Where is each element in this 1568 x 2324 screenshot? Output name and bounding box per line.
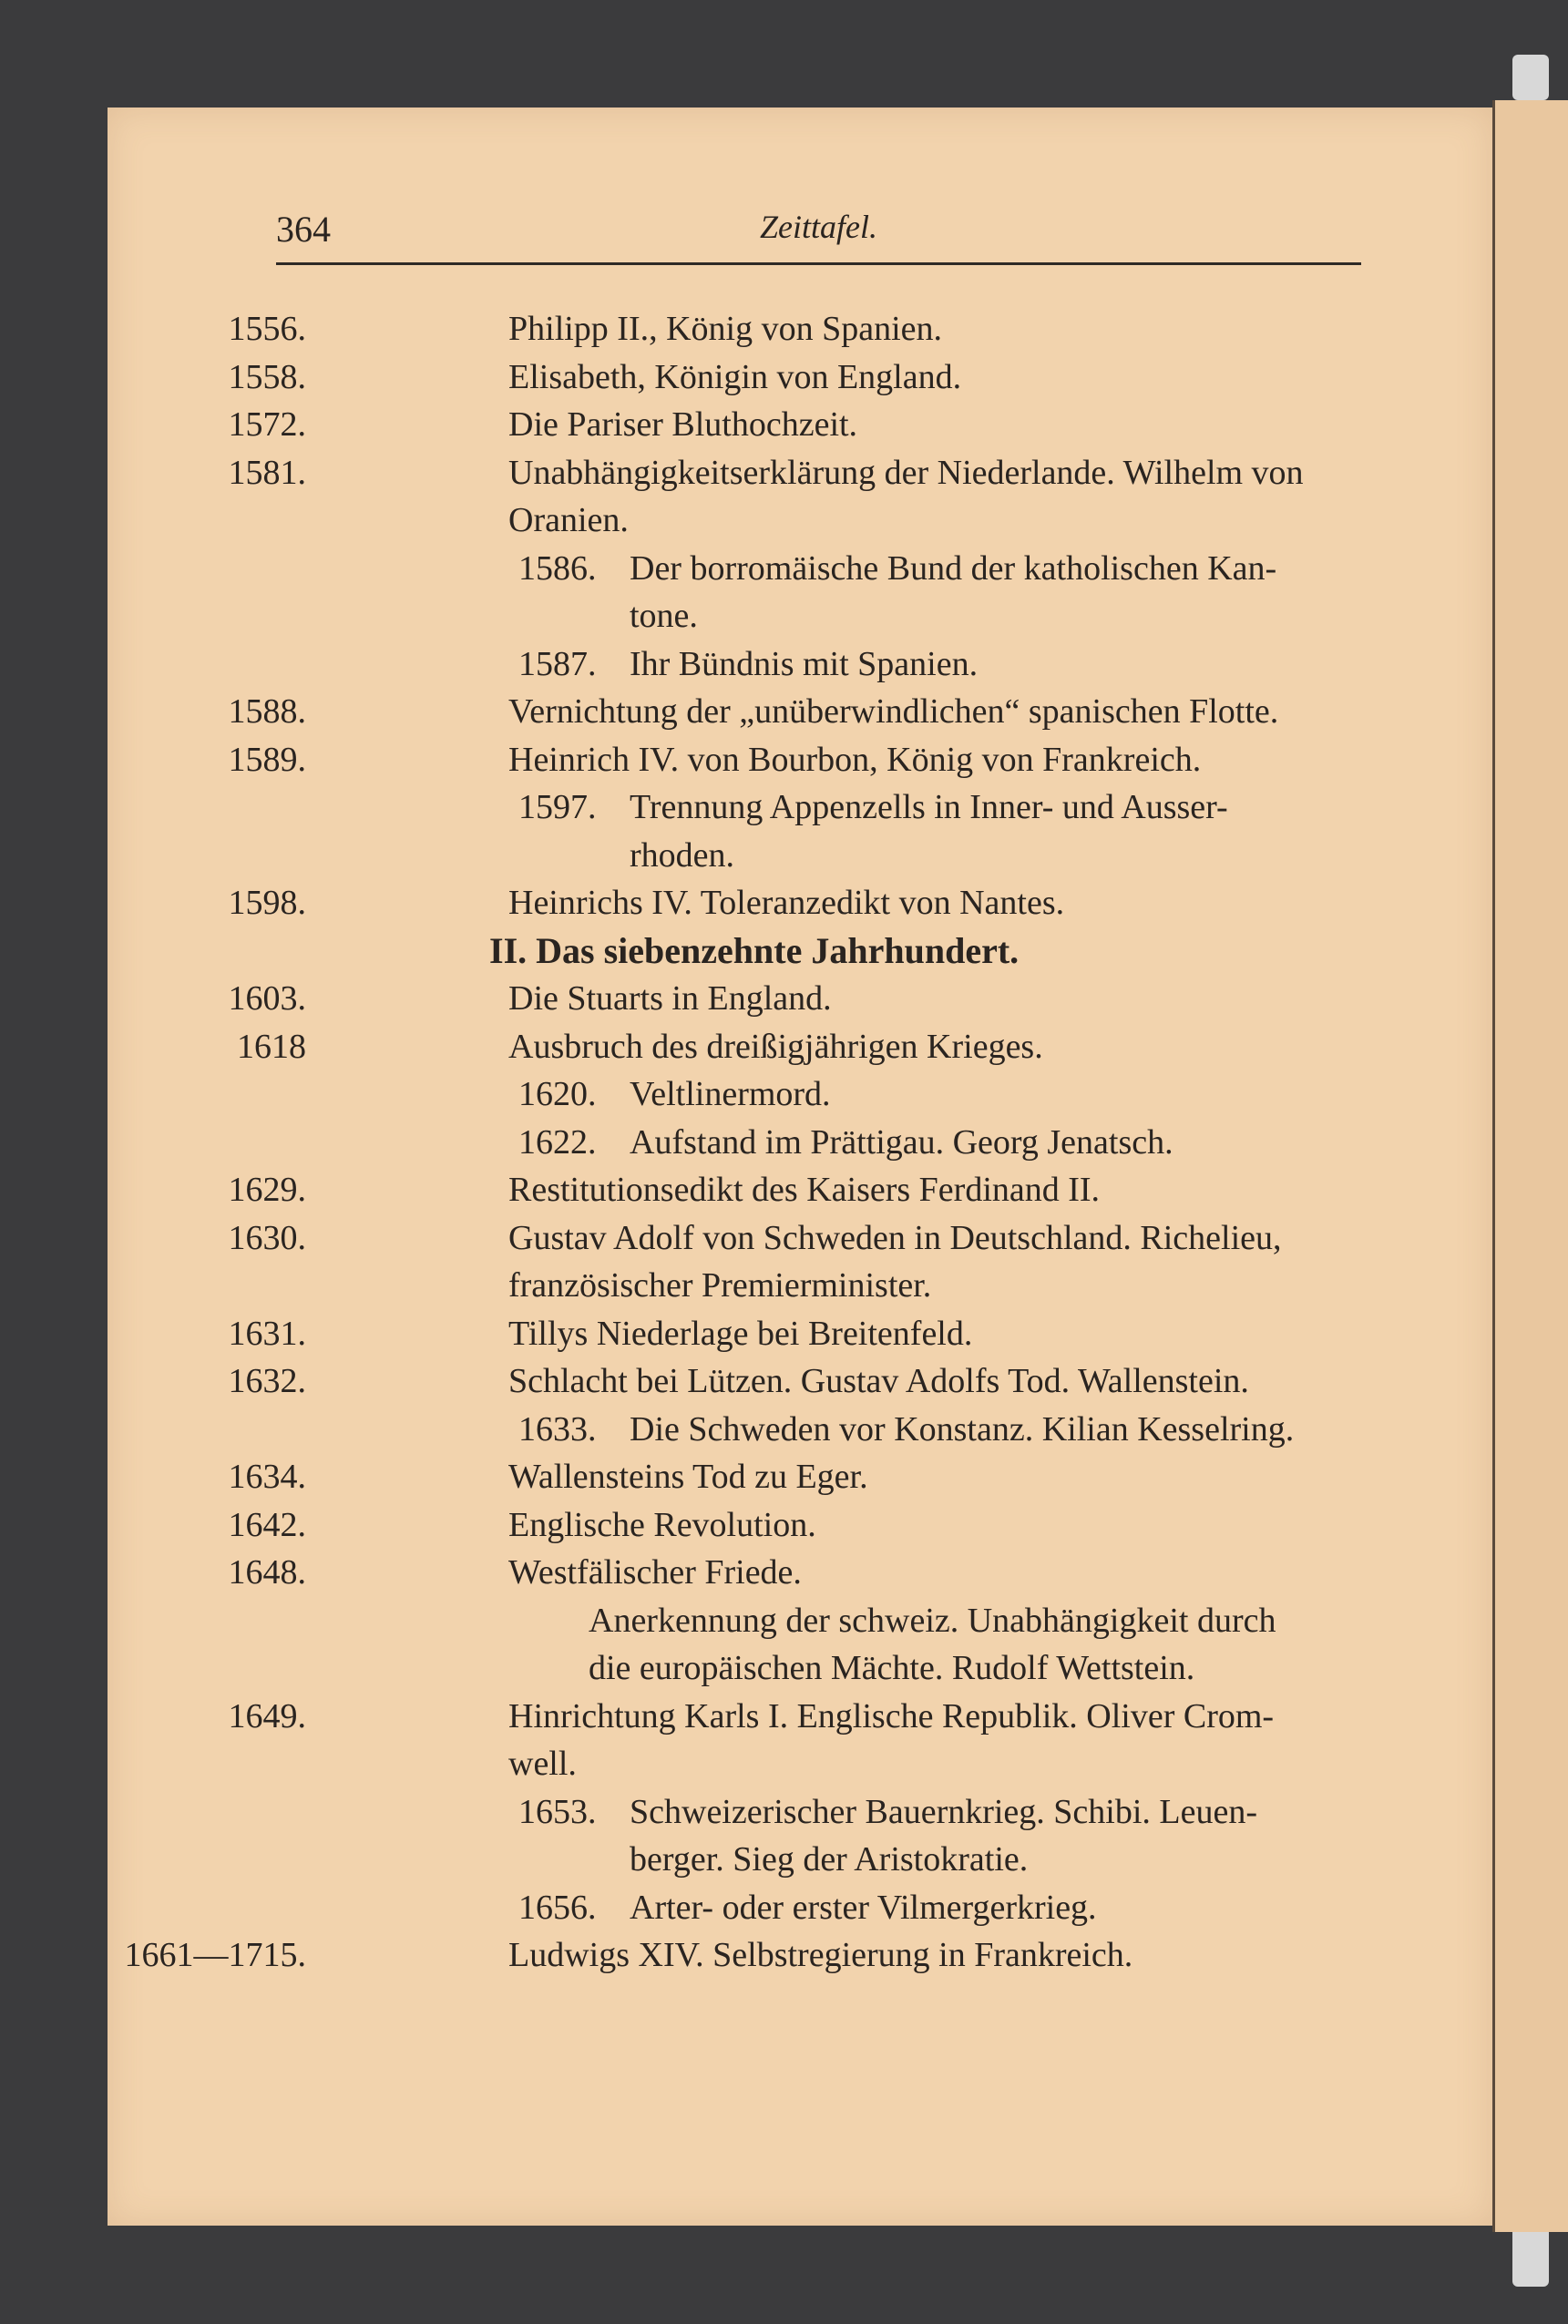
entry-text: tone. [630,597,698,635]
entry-text: Englische Revolution. [508,1505,816,1544]
entry-text: Wallensteins Tod zu Eger. [508,1458,868,1496]
entry-date: 1581. [228,453,306,492]
entry-date: 1588. [228,692,306,731]
timeline-entry [0,736,1385,784]
timeline-entry [0,1214,1385,1263]
entry-text: Gustav Adolf von Schweden in Deutschland. Richelieu, [508,1218,1282,1257]
entry-text: Restitutionsedikt des Kaisers Ferdinand II. [508,1171,1101,1209]
timeline [0,305,1385,1980]
entry-text: Die Stuarts in England. [508,979,832,1018]
timeline-entry [0,545,1385,593]
timeline-entry-continuation [0,497,1385,545]
timeline-entry [0,1070,1385,1119]
entry-date: 1572. [228,405,306,444]
entry-date: 1618 [237,1027,306,1066]
entry-date: 1558. [228,357,306,396]
entry-text: berger. Sieg der Aristokratie. [630,1840,1029,1879]
timeline-entry [0,879,1385,927]
entry-text: Westfälischer Friede. [508,1553,802,1592]
timeline-entry-continuation [0,832,1385,880]
timeline-entry [0,1310,1385,1358]
entry-text: Trennung Appenzells in Inner- und Ausser- [630,788,1228,826]
page-number: 364 [276,209,331,250]
timeline-entry-continuation [0,1836,1385,1884]
entry-date: 1631. [228,1314,306,1353]
entry-text: Arter- oder erster Vilmergerkrieg. [630,1888,1097,1927]
entry-date: 1586. [518,548,597,588]
timeline-entry [0,1119,1385,1167]
entry-date: 1597. [518,788,597,826]
timeline-entry [0,353,1385,402]
timeline-entry [0,1884,1385,1932]
entry-text: Die Schweden vor Konstanz. Kilian Kesselring. [630,1409,1295,1449]
timeline-entry [0,1597,1385,1645]
section-heading-text: II. Das siebenzehnte Jahrhundert. [489,929,1020,971]
entry-date: 1648. [228,1553,306,1592]
entry-date: 1620. [518,1075,597,1113]
timeline-entry [0,640,1385,689]
timeline-entry [0,1788,1385,1837]
entry-text: Ihr Bündnis mit Spanien. [630,644,979,683]
entry-date: 1656. [518,1888,597,1927]
entry-text: Philipp II., König von Spanien. [508,310,943,348]
entry-text: Die Pariser Bluthochzeit. [508,405,858,444]
entry-text: französischer Premierminister. [508,1266,932,1305]
next-page-edge [1492,100,1568,2232]
timeline-entry-continuation [0,592,1385,640]
entry-date: 1634. [228,1458,306,1496]
entry-text: rhoden. [630,835,735,875]
timeline-entry [0,688,1385,736]
entry-date: 1653. [518,1792,597,1831]
entry-date: 1589. [228,740,306,779]
entry-text: Tillys Niederlage bei Breitenfeld. [508,1314,973,1353]
entry-text: Ludwigs XIV. Selbstregierung in Frankreich. [508,1936,1133,1974]
binding-tab [1512,55,1549,100]
timeline-entry [0,1549,1385,1597]
entry-date: 1649. [228,1696,306,1735]
entry-date: 1587. [518,644,597,683]
page-header [276,208,1361,253]
entry-text: Heinrich IV. von Bourbon, König von Frankreich. [508,740,1202,779]
entry-text: Oranien. [508,501,629,539]
entry-text: Ausbruch des dreißigjährigen Krieges. [508,1027,1043,1066]
entry-text: Schlacht bei Lützen. Gustav Adolfs Tod. Wallenstein. [508,1362,1249,1400]
entry-date: 1556. [228,310,306,348]
entry-date: 1642. [228,1505,306,1544]
entry-date: 1629. [228,1171,306,1209]
entry-text: Der borromäische Bund der katholischen Kan- [630,548,1277,588]
timeline-entry [0,1501,1385,1550]
entry-text: Elisabeth, Königin von England. [508,357,962,396]
timeline-entry [0,1023,1385,1071]
binding-tab [1512,2223,1549,2287]
timeline-entry [0,1693,1385,1741]
header-rule [276,262,1361,265]
entry-date: 1632. [228,1362,306,1400]
timeline-entry [0,1166,1385,1214]
entry-text: die europäischen Mächte. Rudolf Wettstein. [589,1649,1195,1687]
entry-text: Heinrichs IV. Toleranzedikt von Nantes. [508,884,1065,922]
timeline-entry [0,1931,1385,1980]
timeline-entry [0,305,1385,353]
entry-date: 1630. [228,1218,306,1257]
entry-date: 1603. [228,979,306,1018]
timeline-entry [0,1453,1385,1501]
entry-text: Anerkennung der schweiz. Unabhängigkeit durch [589,1601,1276,1640]
timeline-entry-continuation [0,1262,1385,1310]
timeline-entry [0,449,1385,497]
entry-text: Aufstand im Prättigau. Georg Jenatsch. [630,1122,1173,1162]
section-heading [0,927,1385,976]
timeline-entry [0,401,1385,449]
entry-text: Veltlinermord. [630,1075,831,1113]
entry-text: well. [508,1745,577,1783]
entry-date: 1661—1715. [124,1936,306,1974]
timeline-entry [0,975,1385,1023]
entry-date: 1633. [518,1409,597,1449]
entry-date: 1622. [518,1122,597,1162]
timeline-entry-continuation [0,1740,1385,1788]
timeline-entry [0,783,1385,832]
entry-text: Schweizerischer Bauernkrieg. Schibi. Leuen- [630,1792,1258,1831]
entry-text: Hinrichtung Karls I. Englische Republik. Oliver Crom- [508,1696,1275,1735]
entry-text: Unabhängigkeitserklärung der Niederlande. Wilhelm von [508,453,1304,492]
running-title: Zeittafel. [760,209,877,245]
timeline-entry [0,1406,1385,1454]
entry-text: Vernichtung der „unüberwindlichen“ spanischen Flotte. [508,692,1279,731]
timeline-entry-continuation [0,1644,1385,1693]
timeline-entry [0,1357,1385,1406]
entry-date: 1598. [228,884,306,922]
